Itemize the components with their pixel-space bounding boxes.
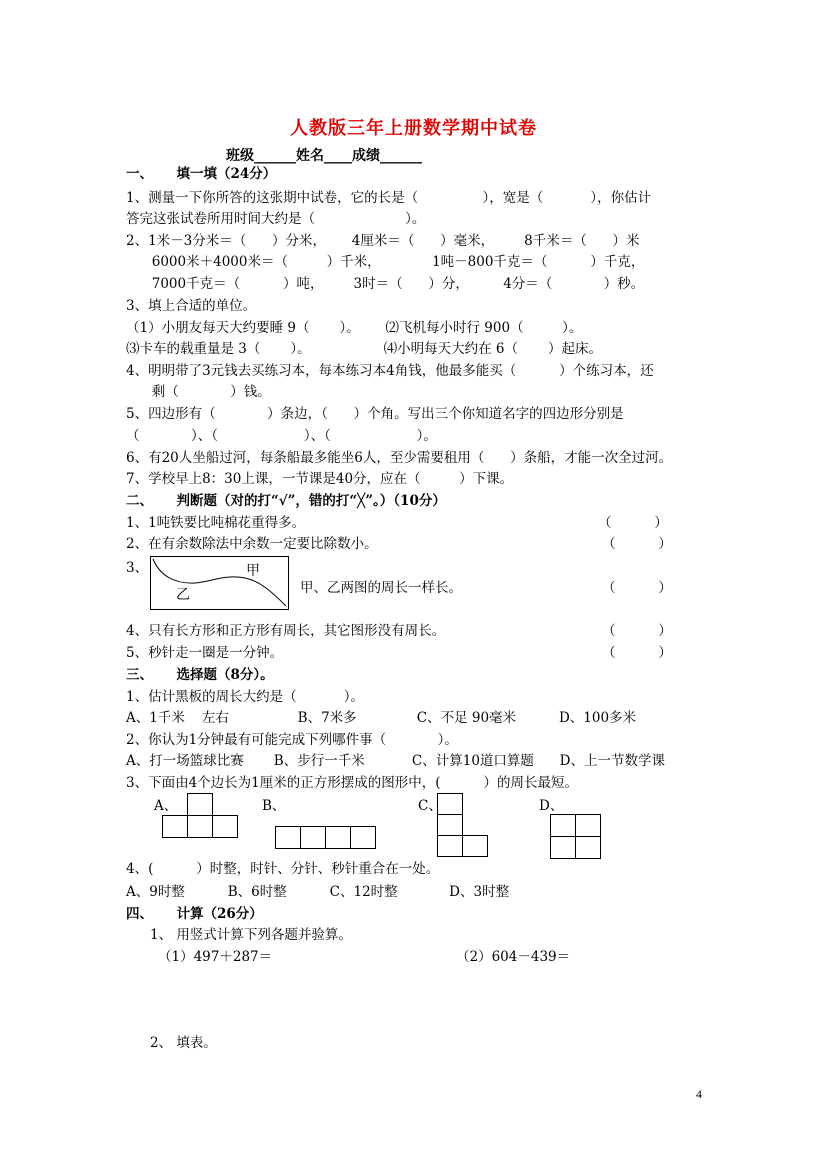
shape-d	[550, 814, 602, 860]
label-jia: 甲	[246, 563, 260, 579]
s1-line: 5、四边形有（ ）条边，（ ）个角。写出三个你知道名字的四边形分别是	[126, 406, 624, 422]
square	[438, 836, 463, 857]
jia-yi-figure	[150, 556, 290, 611]
answer-paren: （ ）	[598, 515, 668, 531]
s1-line: 7000千克＝（ ）吨， 3时＝（ ）分， 4分＝（ ）秒。	[126, 276, 645, 292]
square	[576, 837, 601, 859]
dividing-curve	[153, 559, 286, 606]
s4-sub2: 2、 填表。	[150, 1035, 217, 1051]
square	[576, 815, 601, 837]
s3-options: A、9时整 B、6时整 C、12时整 D、3时整	[126, 884, 510, 900]
answer-paren: （ ）	[602, 536, 672, 552]
shape-label-c: C、	[418, 798, 442, 814]
judge-question: 3、	[126, 560, 149, 576]
s1-line: ⑶卡车的载重量是 3（ ）。 ⑷小明每天大约在 6（ ）起床。	[126, 341, 603, 357]
judge-question: 4、只有长方形和正方形有周长，其它图形没有周长。	[126, 623, 446, 639]
answer-paren: （ ）	[602, 623, 672, 639]
answer-paren: （ ）	[602, 580, 672, 596]
square	[351, 827, 376, 849]
judge-question: 5、秒针走一圈是一分钟。	[126, 645, 284, 661]
shape-label-d: D、	[539, 798, 564, 814]
square	[276, 827, 301, 849]
s3-options: A、1千米 左右 B、7米多 C、不足 90毫米 D、100多米	[126, 710, 637, 726]
s1-line: 4、明明带了3元钱去买练习本，每本练习本4角钱，他最多能买（ ）个练习本，还	[126, 363, 654, 379]
s4-sub1: 1、 用竖式计算下列各题并验算。	[150, 927, 352, 943]
shape-label-b: B、	[262, 798, 286, 814]
s1-line: 7、学校早上8：30上课，一节课是40分，应在（ ）下课。	[126, 471, 514, 487]
square	[188, 816, 213, 838]
figure-frame	[151, 557, 289, 610]
square	[463, 836, 488, 857]
s1-line: （ ）、（ ）、（ ）。	[126, 428, 437, 444]
s1-line: （1）小朋友每天大约要睡 9（ ）。 ⑵飞机每小时行 900（ ）。	[126, 320, 583, 336]
judge-question: 2、在有余数除法中余数一定要比除数小。	[126, 536, 378, 552]
shape-label-a: A、	[154, 798, 178, 814]
s3-line: 4、( ）时整，时针、分针、秒针重合在一处。	[126, 861, 440, 877]
section2-heading: 二、 判断题（对的打“√”，错的打“╳”。）（10分）	[126, 493, 446, 509]
square	[326, 827, 351, 849]
answer-paren: （ ）	[602, 645, 672, 661]
s3-line: 1、估计黑板的周长大约是（ ）。	[126, 689, 365, 705]
s4-problem-2: （2）604－439＝	[456, 949, 571, 965]
s1-line: 3、填上合适的单位。	[126, 298, 257, 314]
page-number: 4	[696, 1087, 702, 1101]
s1-line: 2、1米－3分米＝（ ）分米， 4厘米＝（ ）毫米， 8千米＝（ ）米	[126, 233, 640, 249]
s1-line: 6、有20人坐船过河，每条船最多能坐6人，至少需要租用（ ）条船，才能一次全过河。	[126, 450, 673, 466]
square	[438, 815, 463, 836]
s1-line: 剩（ ）钱。	[126, 384, 271, 400]
figure-caption: 甲、乙两图的周长一样长。	[300, 580, 462, 596]
section3-heading: 三、 选择题（8分）。	[126, 667, 274, 683]
judge-question: 1、1吨铁要比吨棉花重得多。	[126, 515, 306, 531]
square	[213, 816, 238, 838]
shape-c	[437, 793, 489, 859]
square	[163, 816, 188, 838]
student-info-line: 班级______姓名____成绩______	[226, 148, 422, 164]
s3-line: 3、下面由4个边长为1厘米的正方形摆成的图形中，( ）的周长最短。	[126, 775, 578, 791]
label-yi: 乙	[176, 587, 190, 603]
square	[301, 827, 326, 849]
s3-options: A、打一场篮球比赛 B、步行一千米 C、计算10道口算题 D、上一节数学课	[126, 753, 665, 769]
s1-line: 1、测量一下你所答的这张期中试卷，它的长是（ ），宽是（ ），你估计	[126, 190, 652, 206]
square	[438, 794, 463, 815]
square	[551, 815, 576, 837]
s3-line: 2、你认为1分钟最有可能完成下列哪件事（ ）。	[126, 732, 458, 748]
s1-line: 答完这张试卷所用时间大约是（ ）。	[126, 211, 426, 227]
section1-heading: 一、 填一填（24分）	[126, 166, 277, 182]
square	[188, 794, 213, 816]
s1-line: 6000米＋4000米＝（ ）千米， 1吨－800千克＝（ ）千克，	[126, 254, 645, 270]
square	[551, 837, 576, 859]
shape-a	[162, 793, 240, 839]
s4-problem-1: （1）497＋287＝	[158, 949, 273, 965]
section4-heading: 四、 计算（26分）	[126, 906, 263, 922]
page-title: 人教版三年上册数学期中试卷	[290, 118, 537, 139]
shape-b	[275, 826, 377, 850]
